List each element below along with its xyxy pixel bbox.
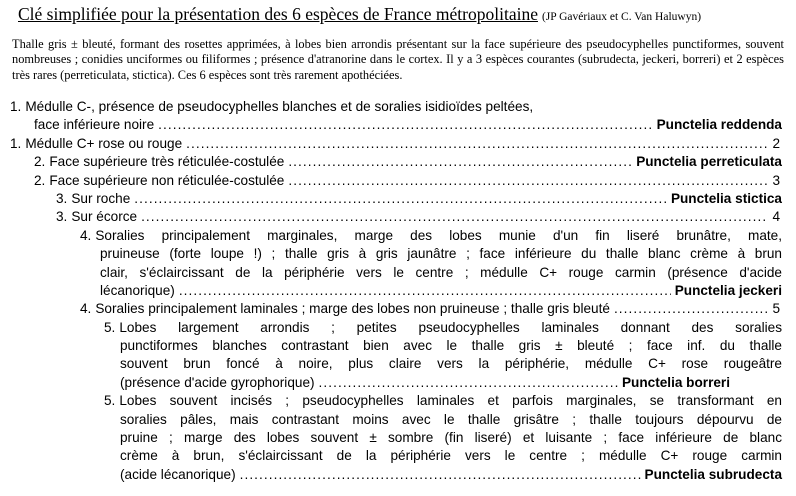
couplet-text: punctiformes blanches contrastant bien avec le thalle gris ± bleuté ; face inf. du thalle xyxy=(120,338,782,354)
page-title-line xyxy=(18,4,790,27)
couplet-2b xyxy=(10,172,790,190)
couplet-text: clair, s'éclaircissant de la périphérie vers le centre ; médulle C+ rouge carmin (présence d'acide xyxy=(100,264,782,280)
leader-dots xyxy=(158,116,652,134)
couplet-text: Face supérieure non réticulée-costulée xyxy=(49,172,285,188)
couplet-1b xyxy=(10,135,790,153)
couplet-text: Sur écorce xyxy=(71,209,138,225)
couplet-5a-line4 xyxy=(10,374,790,392)
couplet-text: (acide lécanorique) xyxy=(120,466,236,482)
leader-dots xyxy=(288,172,768,190)
species-result: Punctelia borreri xyxy=(621,374,730,390)
couplet-text: pruineuse (forte loupe !) ; thalle gris à gris jaunâtre ; face inférieure du thalle blanc crème à brun xyxy=(100,246,782,262)
couplet-3b xyxy=(10,208,790,226)
couplet-text: Médulle C-, présence de pseudocyphelles blanches et de soralies isidioïdes peltées, xyxy=(25,99,534,114)
couplet-5b-line1 xyxy=(10,392,790,410)
couplet-4a-line4 xyxy=(10,282,790,300)
couplet-text: Médulle C+ rose ou rouge xyxy=(25,135,183,151)
couplet-4a-line3 xyxy=(10,264,790,282)
couplet-number: 3. xyxy=(56,209,68,225)
couplet-5b-line3 xyxy=(10,429,790,447)
couplet-4a-line2 xyxy=(10,245,790,263)
couplet-text: (présence d'acide gyrophorique) xyxy=(120,374,315,390)
couplet-text: lécanorique) xyxy=(100,282,175,298)
leader-dots xyxy=(240,466,641,484)
couplet-4a-line1 xyxy=(10,227,790,245)
leader-dots xyxy=(186,135,768,153)
couplet-1a-line2 xyxy=(10,116,790,134)
couplet-goto: 4 xyxy=(772,209,780,225)
couplet-5b-line5 xyxy=(10,466,790,484)
couplet-number: 1. xyxy=(10,135,22,151)
species-result: Punctelia stictica xyxy=(670,190,782,206)
couplet-number: 5. xyxy=(104,393,116,409)
couplet-number: 2. xyxy=(34,172,46,188)
couplet-number: 1. xyxy=(10,99,22,114)
couplet-number: 3. xyxy=(56,190,68,206)
species-result: Punctelia perreticulata xyxy=(636,154,782,170)
couplet-5b-line4 xyxy=(10,447,790,465)
couplet-text: Soralies principalement laminales ; marge des lobes non pruineuse ; thalle gris bleuté xyxy=(95,301,610,317)
couplet-text: soralies pâles, mais contrastant moins avec le thalle grisâtre ; thalle toujours dépourvu de xyxy=(120,411,782,427)
couplet-3a xyxy=(10,190,790,208)
couplet-goto: 2 xyxy=(772,135,780,151)
couplet-number: 4. xyxy=(80,227,92,243)
leader-dots xyxy=(141,208,768,226)
leader-dots xyxy=(179,282,671,300)
species-result: Punctelia subrudecta xyxy=(644,466,782,482)
couplet-text: Sur roche xyxy=(71,190,131,206)
couplet-text: souvent brun foncé à noire, plus claire vers la périphérie, médulle C+ rose rougeâtre xyxy=(120,356,782,372)
identification-key xyxy=(10,98,790,484)
couplet-text: Lobes largement arrondis ; petites pseudocyphelles laminales donnant des soralies xyxy=(119,319,782,335)
leader-dots xyxy=(134,190,667,208)
couplet-1a-line1 xyxy=(10,98,790,116)
couplet-number: 2. xyxy=(34,154,46,170)
couplet-5a-line2 xyxy=(10,337,790,355)
couplet-5a-line1 xyxy=(10,319,790,337)
species-result: Punctelia jeckeri xyxy=(674,282,782,298)
leader-dots xyxy=(319,374,618,392)
couplet-5b-line2 xyxy=(10,411,790,429)
species-result: Punctelia reddenda xyxy=(656,117,782,133)
couplet-text: Soralies principalement marginales, marge des lobes munie d'un fin liseré brunâtre, mate, xyxy=(95,227,782,243)
title-credit: (JP Gavériaux et C. Van Haluwyn) xyxy=(541,11,702,23)
couplet-text: Face supérieure très réticulée-costulée xyxy=(49,154,285,170)
page-title: Clé simplifiée pour la présentation des 6 espèces de France métropolitaine xyxy=(18,4,538,24)
couplet-goto: 3 xyxy=(772,172,780,188)
couplet-text: face inférieure noire xyxy=(34,117,155,133)
couplet-text: crème à brun, s'éclaircissant de la périphérie vers le centre ; médulle C+ rouge carmin xyxy=(120,448,782,464)
couplet-goto: 5 xyxy=(772,301,780,317)
couplet-text: Lobes souvent incisés ; pseudocyphelles laminales et parfois marginales, se transformant en xyxy=(119,393,782,409)
couplet-5a-line3 xyxy=(10,355,790,373)
couplet-text: pruine ; marge des lobes souvent ± sombre (fin liseré) et luisante ; face inférieure de blanc xyxy=(120,430,782,446)
couplet-number: 4. xyxy=(80,301,92,317)
couplet-2a xyxy=(10,153,790,171)
leader-dots xyxy=(288,153,632,171)
couplet-number: 5. xyxy=(104,319,116,335)
leader-dots xyxy=(614,300,769,318)
intro-paragraph: Thalle gris ± bleuté, formant des rosettes apprimées, à lobes bien arrondis présentant sur la face supérieure des pseudocyphelles punctiformes, souvent nombreuses ; conidies unciformes ou filiformes ; présence d'atranorine dans le cortex. Il y a 3 espèces courantes (subrudecta, jeckeri, borreri) et 2 espèces très rares (perreticulata, stictica). Ces 6 espèces sont très rarement apothéciées. xyxy=(12,37,784,82)
couplet-4b xyxy=(10,300,790,318)
